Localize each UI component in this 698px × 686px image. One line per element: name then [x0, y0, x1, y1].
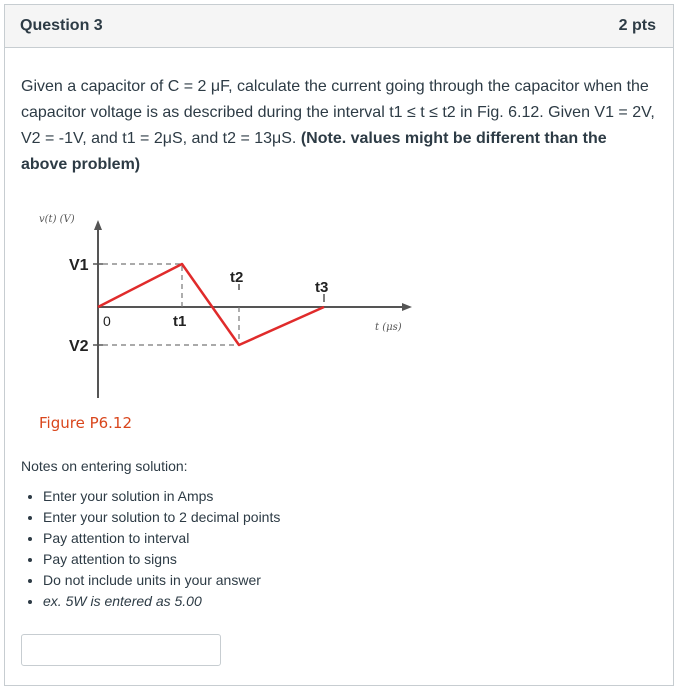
voltage-waveform-line — [98, 264, 324, 345]
question-header — [5, 5, 673, 48]
question-title: Question 3 — [20, 17, 103, 34]
y-axis-label: v(t) (V) — [39, 214, 75, 225]
note-item-example: • ex. 5W is entered as 5.00 — [43, 591, 657, 612]
voltage-waveform-figure — [19, 206, 479, 436]
notes-list — [21, 486, 657, 612]
question-body — [5, 48, 673, 666]
note-item: • Do not include units in your answer — [43, 570, 657, 591]
question-points: 2 pts — [618, 17, 656, 34]
answer-input[interactable] — [21, 634, 221, 666]
t2-label: t2 — [230, 269, 244, 286]
note-item: • Enter your solution in Amps — [43, 486, 657, 507]
note-item: • Pay attention to signs — [43, 549, 657, 570]
y-axis-arrow — [94, 220, 102, 230]
question-text — [21, 74, 657, 178]
figure-p6-12 — [19, 206, 479, 436]
question-card — [4, 4, 674, 686]
origin-label: 0 — [103, 313, 111, 329]
notes-heading: Notes on entering solution: — [21, 458, 188, 474]
x-axis-label: t (μs) — [375, 322, 402, 333]
v2-label: V2 — [69, 338, 89, 355]
note-item: • Pay attention to interval — [43, 528, 657, 549]
figure-caption: Figure P6.12 — [39, 414, 133, 432]
question-text-plain: Given a capacitor of C = 2 μF, calculate the current going through the capacitor when the capacitor voltage is as described during the interval t1 ≤ t ≤ t2 in Fig. 6.12. Given V1 = 2V, V2 = -1V, and t1 = 2μS, and t2 = 13μS. — [21, 78, 655, 147]
x-axis-arrow — [402, 303, 412, 311]
question-note: (Note. values might be different than the above problem) — [21, 130, 607, 173]
t1-label: t1 — [173, 313, 187, 330]
v1-label: V1 — [69, 257, 89, 274]
t3-label: t3 — [315, 279, 329, 296]
note-item: • Enter your solution to 2 decimal points — [43, 507, 657, 528]
